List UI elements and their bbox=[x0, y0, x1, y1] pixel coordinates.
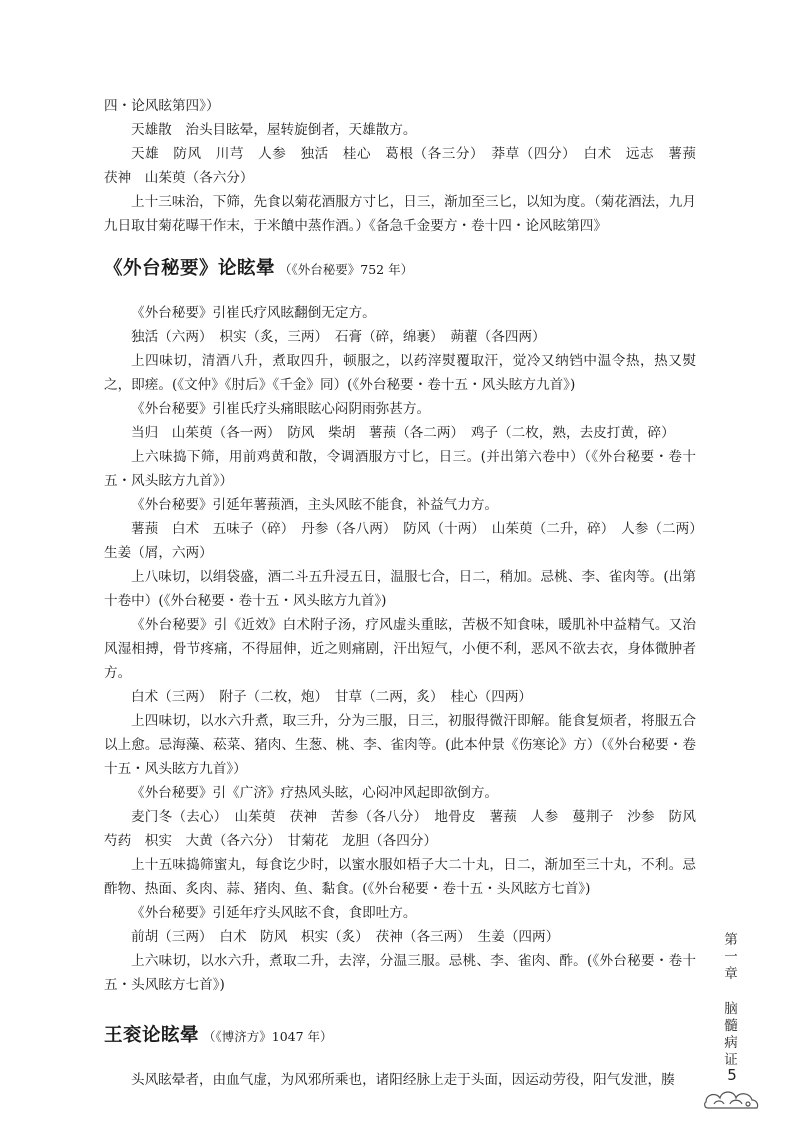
paragraph: 天雄散 治头目眩晕，屋转旋倒者，天雄散方。 bbox=[131, 122, 417, 138]
cloud-ornament-icon bbox=[702, 1080, 762, 1114]
section-2 bbox=[104, 1021, 696, 1092]
paragraph: 《外台秘要》引延年薯蓣酒，主头风眩不能食，补益气力方。 bbox=[131, 497, 499, 513]
paragraph: 麦门冬（去心） 山茱萸 茯神 苦参（各八分） 地骨皮 薯蓣 人参 蔓荆子 沙参 防风 芍药 枳实 大黄（各六分） 甘菊花 龙胆（各四分） bbox=[104, 809, 710, 849]
paragraph: 《外台秘要》引《近效》白术附子汤，疗风虚头重眩，苦极不知食味，暖肌补中益精气。又治风湿相搏，骨节疼痛，不得屈伸，近之则痛剧，汗出短气，小便不利，恶风不欲去衣，身体微肿者方。 bbox=[104, 617, 696, 681]
heading-text: 《外台秘要》论眩晕 bbox=[104, 258, 276, 279]
paragraph: 当归 山茱萸（各一两） 防风 柴胡 薯蓣（各二两） 鸡子（二枚，熟，去皮打黄，碎） bbox=[131, 425, 675, 441]
paragraph: 上十五味捣筛蜜丸，每食讫少时，以蜜水服如梧子大二十丸，日二，渐加至三十丸，不利。忌酢物、热面、炙肉、蒜、猪肉、鱼、黏食。(《外台秘要・卷十五・头风眩方七首》) bbox=[104, 857, 696, 897]
paragraph: 上六味捣下筛，用前鸡黄和散，令调酒服方寸匕，日三。(并出第六卷中）（《外台秘要・卷十五・风头眩方九首》） bbox=[104, 449, 696, 489]
paragraph: 上六味切，以水六升，煮取二升，去滓，分温三服。忌桃、李、雀肉、酢。(《外台秘要・卷十五・头风眩方七首》) bbox=[104, 953, 696, 993]
paragraph: 天雄 防风 川芎 人参 独活 桂心 葛根（各三分） 莽草（四分） 白术 远志 薯蓣 茯神 山茱萸（各六分） bbox=[104, 146, 710, 186]
chapter-title-char: 脑 bbox=[724, 1001, 738, 1017]
paragraph: 《外台秘要》引《广济》疗热风头眩，心闷冲风起即欲倒方。 bbox=[131, 785, 499, 801]
chapter-char: 第 bbox=[724, 932, 738, 948]
paragraph: 上八味切，以绢袋盛，酒二斗五升浸五日，温服七合，日二，稍加。忌桃、李、雀肉等。(出第十卷中）(《外台秘要・卷十五・风头眩方九首》) bbox=[104, 569, 696, 609]
paragraph: 上四味切，以水六升煮，取三升，分为三服，日三，初服得微汗即解。能食复烦者，将服五合以上愈。忌海藻、菘菜、猪肉、生葱、桃、李、雀肉等。(此本仲景《伤寒论》方）（《外台秘要・卷十五・风头眩方九首》） bbox=[104, 713, 696, 777]
chapter-title-char: 证 bbox=[724, 1052, 738, 1068]
section-0 bbox=[104, 94, 710, 238]
paragraph: 上四味切，清酒八升，煮取四升，顿服之，以药滓熨覆取汗，觉冷又纳铛中温令热，热又熨之，即瘥。(《文仲》《肘后》《千金》同）(《外台秘要・卷十五・风头眩方九首》) bbox=[104, 353, 696, 393]
paragraph: 《外台秘要》引延年疗头风眩不食，食即吐方。 bbox=[131, 905, 417, 921]
paragraph: 独活（六两） 枳实（炙，三两） 石膏（碎，绵裹） 蒴藋（各四两） bbox=[131, 329, 546, 345]
paragraph: 四・论风眩第四》） bbox=[104, 98, 220, 114]
heading-text: 王衮论眩晕 bbox=[104, 1025, 200, 1046]
paragraph: 前胡（三两） 白术 防风 枳实（炙） 茯神（各三两） 生姜（四两） bbox=[131, 929, 560, 945]
chapter-char: 章 bbox=[724, 966, 738, 982]
heading-source: （《外台秘要》752 年） bbox=[279, 262, 414, 277]
paragraph: 《外台秘要》引崔氏疗头痛眼眩心闷阴雨弥甚方。 bbox=[131, 401, 431, 417]
chapter-char: 一 bbox=[724, 949, 738, 965]
paragraph: 《外台秘要》引崔氏疗风眩翻倒无定方。 bbox=[131, 305, 376, 321]
paragraph: 薯蓣 白术 五味子（碎） 丹参（各八两） 防风（十两） 山茱萸（二升，碎） 人参（二两） 生姜（屑，六两） bbox=[104, 521, 710, 561]
paragraph: 上十三味治，下筛，先食以菊花酒服方寸匕，日三，渐加至三匕，以知为度。（菊花酒法，九月九日取甘菊花曝干作末，于米饙中蒸作酒。）《备急千金要方・卷十四・论风眩第四》 bbox=[104, 194, 696, 234]
section-heading bbox=[104, 254, 696, 285]
chapter-title-char: 病 bbox=[724, 1035, 738, 1051]
page-number: 5 bbox=[727, 1066, 737, 1084]
page-content bbox=[104, 94, 710, 1092]
section-heading bbox=[104, 1021, 696, 1052]
section-1 bbox=[104, 254, 710, 997]
chapter-side-tab bbox=[722, 932, 740, 1069]
heading-source: （《博济方》1047 年） bbox=[203, 1029, 333, 1044]
paragraph: 白术（三两） 附子（二枚，炮） 甘草（二两，炙） 桂心（四两） bbox=[131, 689, 533, 705]
paragraph: 头风眩晕者，由血气虚，为风邪所乘也，诸阳经脉上走于头面，因运动劳役，阳气发泄，腠 bbox=[131, 1072, 675, 1088]
chapter-title-char: 髓 bbox=[724, 1018, 738, 1034]
